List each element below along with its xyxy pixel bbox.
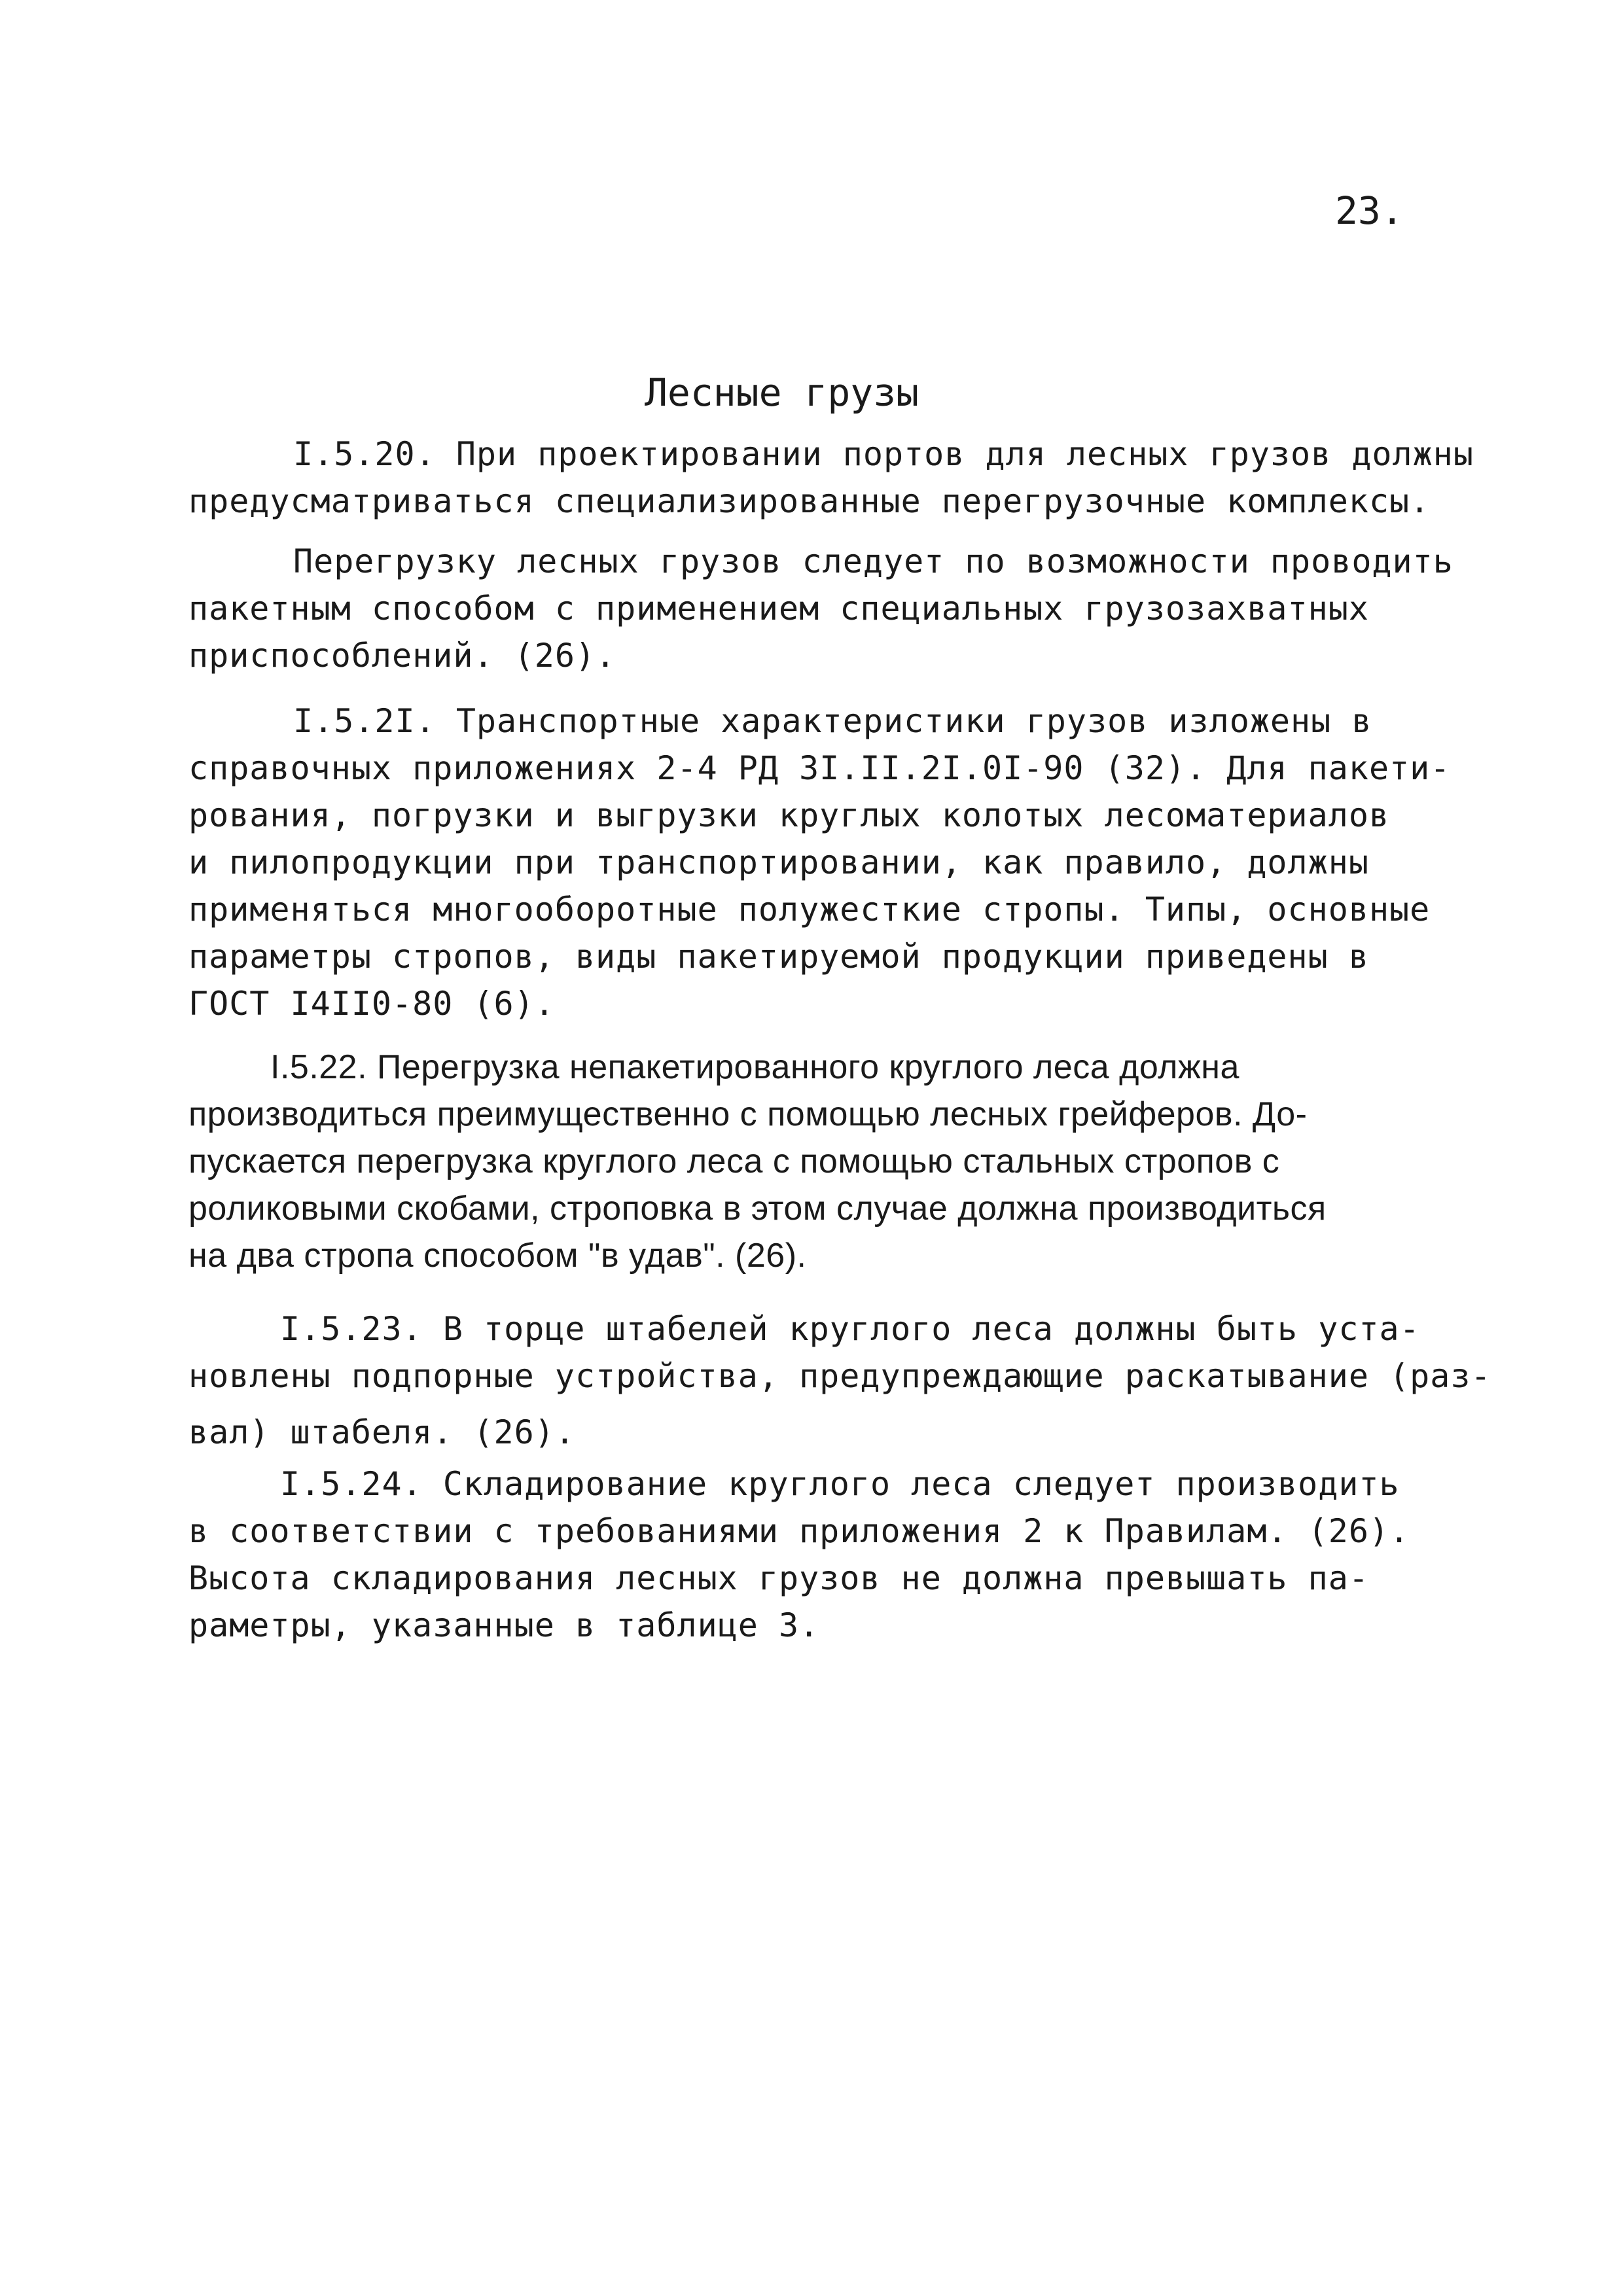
paragraph-line: и пилопродукции при транспортировании, как правило, должны [188, 843, 1369, 881]
paragraph-line: пускается перегрузка круглого леса с помощью стальных стропов с [188, 1142, 1280, 1180]
paragraph-line: применяться многооборотные полужесткие стропы. Типы, основные [188, 891, 1431, 928]
paragraph-line: параметры стропов, виды пакетируемой продукции приведены в [188, 938, 1369, 976]
paragraph-line: новлены подпорные устройства, предупреждающие раскатывание (раз- [188, 1357, 1491, 1395]
paragraph-line: I.5.23. В торце штабелей круглого леса должны быть уста- [280, 1310, 1420, 1348]
paragraph-line: на два стропа способом "в удав". (26). [188, 1237, 807, 1275]
paragraph-line: раметры, указанные в таблице 3. [188, 1606, 820, 1644]
paragraph-1-5-20 [188, 431, 1497, 525]
paragraph-line: Перегрузку лесных грузов следует по возможности проводить [293, 542, 1454, 580]
paragraph-line: I.5.22. Перегрузка непакетированного круглого леса должна [270, 1048, 1240, 1086]
paragraph-1-5-20-continuation [188, 538, 1497, 679]
paragraph-line: приспособлений. (26). [188, 637, 616, 675]
paragraph-1-5-22 [188, 1044, 1497, 1279]
paragraph-line: справочных приложениях 2-4 РД 3I.II.2I.0I-90 (32). Для пакети- [188, 749, 1451, 787]
paragraph-line: в соответствии с требованиями приложения 2 к Правилам. (26). [188, 1512, 1410, 1550]
paragraph-line: вал) штабеля. (26). [188, 1413, 575, 1451]
paragraph-1-5-21 [188, 698, 1497, 1027]
paragraph-line: I.5.24. Складирование круглого леса следует производить [280, 1465, 1400, 1503]
paragraph-line: I.5.2I. Транспортные характеристики грузов изложены в [293, 702, 1372, 740]
paragraph-line: предусматриваться специализированные перегрузочные комплексы. [188, 482, 1431, 520]
paragraph-line: рования, погрузки и выгрузки круглых колотых лесоматериалов [188, 796, 1390, 834]
section-heading: Лесные грузы [645, 370, 919, 415]
paragraph-line: роликовыми скобами, строповка в этом случае должна производиться [188, 1190, 1327, 1227]
paragraph-1-5-23 [188, 1305, 1497, 1456]
paragraph-line: пакетным способом с применением специальных грузозахватных [188, 590, 1369, 627]
paragraph-line: ГОСТ I4II0-80 (6). [188, 985, 555, 1023]
paragraph-line: Высота складирования лесных грузов не должна превышать па- [188, 1559, 1369, 1597]
paragraph-1-5-24 [188, 1460, 1497, 1649]
page-number: 23. [1335, 188, 1404, 233]
paragraph-line: I.5.20. При проектировании портов для лесных грузов должны [293, 435, 1474, 473]
paragraph-line: производиться преимущественно с помощью лесных грейферов. До- [188, 1095, 1308, 1133]
